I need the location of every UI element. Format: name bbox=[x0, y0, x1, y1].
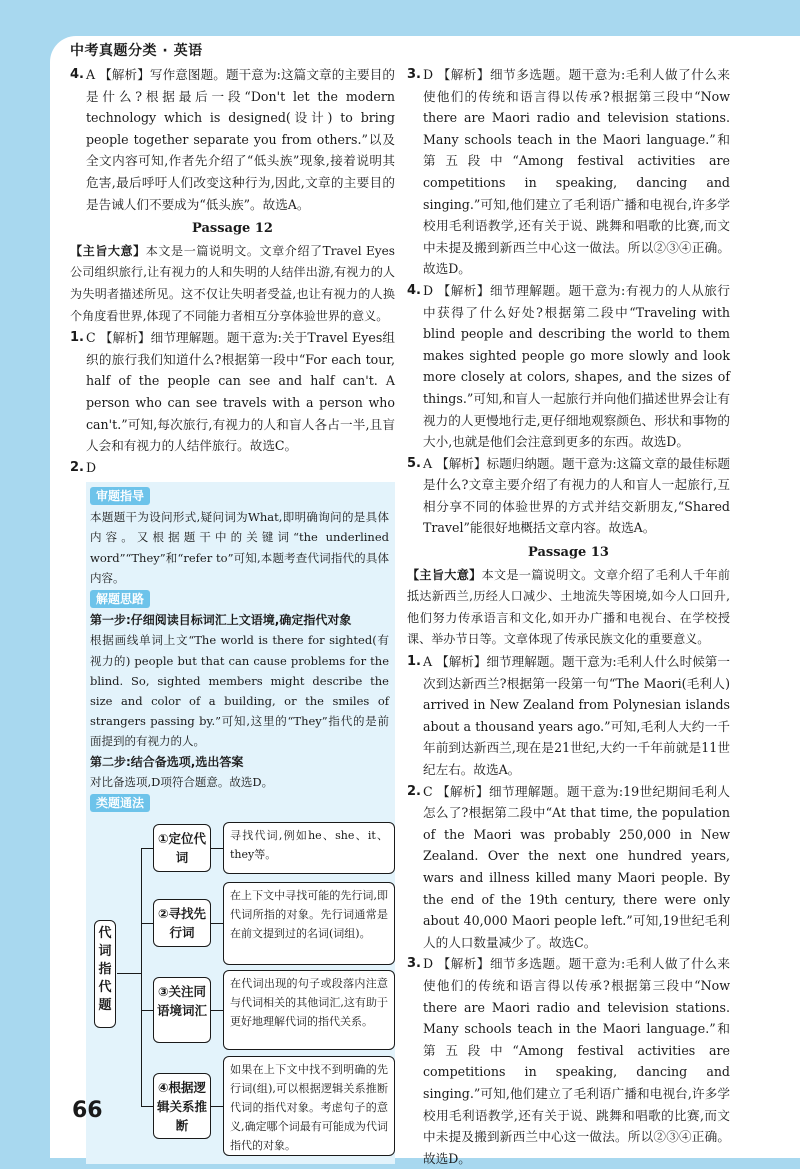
step-two: 第二步:结合备选项,选出答案 bbox=[90, 754, 244, 769]
step-two-text: 对比备选项,D项符合题意。故选D。 bbox=[90, 774, 274, 789]
method-tree-diagram bbox=[90, 818, 389, 1158]
answer-p13-q2 bbox=[407, 781, 730, 954]
answer-text: C 【解析】细节理解题。题干意为:关于Travel Eyes组织的旅行我们知道什么?根据第一段中“For each tour, half of the people can see and half can't. A person who can see travels with a person who can't.”可知,每次旅行,有视力的人和盲人各占一半,且盲人会和有视力的人结伴旅行。故选C。 bbox=[86, 330, 395, 454]
tree-description: 在代词出现的句子或段落内注意与代词相关的其他词汇,这有助于更好地理解代词的指代关系。 bbox=[223, 970, 395, 1050]
explanation-box bbox=[86, 482, 395, 1164]
tree-connector bbox=[117, 973, 141, 974]
left-column bbox=[70, 64, 395, 1164]
tree-category: ④根据逻辑关系推断 bbox=[153, 1073, 211, 1139]
answer-text: A 【解析】写作意图题。题干意为:这篇文章的主要目的是什么?根据最后一段“Don't let the modern technology which is designed(设计) to bring people together separate you from others.”以及全文内容可知,作者先介绍了“低头族”现象,接着说明其危害,最后呼吁人们改变这种行为,因此,文章的主要目的是告诫人们不要成为“低头族”。故选A。 bbox=[86, 67, 395, 212]
answer-p12-q2 bbox=[70, 457, 395, 479]
answer-text: D bbox=[86, 459, 97, 475]
passage-summary bbox=[70, 241, 395, 327]
tree-connector bbox=[141, 1106, 153, 1107]
tree-connector bbox=[141, 923, 153, 924]
tree-root: 代词指代题 bbox=[94, 920, 116, 1028]
tree-connector bbox=[211, 923, 223, 924]
tree-connector bbox=[211, 848, 223, 849]
summary-label: 【主旨大意】 bbox=[70, 243, 146, 258]
answer-p13-q1 bbox=[407, 651, 730, 781]
summary-text: 本文是一篇说明文。文章介绍了毛利人千年前抵达新西兰,历经人口减少、土地流失等困境,如今人口回升,他们努力传承语言和文化,如开办广播和电视台、在学校授课、举办节日等。文章体现了传承民族文化的重要意义。 bbox=[407, 567, 730, 647]
question-number: 2. bbox=[407, 783, 421, 799]
answer-text: D 【解析】细节理解题。题干意为:有视力的人从旅行中获得了什么好处?根据第二段中“Traveling with blind people and describing the world to them makes sighted people go more slowly and look more closely at colors, shapes, and the sizes of things.”可知,和盲人一起旅行并向他们描述世界会让有视力的人更慢地行走,更仔细地观察颜色、形状和事物的大小,也就是他们会注意到更多的东西。故选D。 bbox=[423, 282, 730, 450]
tag-review-guide: 审题指导 bbox=[90, 487, 150, 505]
question-number: 1. bbox=[407, 654, 421, 670]
question-number: 5. bbox=[407, 455, 421, 471]
tag-solution-approach: 解题思路 bbox=[90, 590, 150, 608]
tree-connector bbox=[141, 848, 153, 849]
tree-connector bbox=[141, 1010, 153, 1011]
tree-category: ①定位代词 bbox=[153, 824, 211, 872]
answer-text: D 【解析】细节多选题。题干意为:毛利人做了什么来使他们的传统和语言得以传承?根据第三段中“Now there are Maori radio and television stations. Many schools teach in the Maori language.”和第五段中“Among festival activities are competitions in speaking, dancing and singing.”可知,他们建立了毛利语广播和电视台,许多学校用毛利语教学,还有关于说、跳舞和唱歌的比赛,而文中未提及搬到新西兰中心这一做法。所以②③④正确。故选D。 bbox=[423, 956, 730, 1166]
summary-text: 本文是一篇说明文。文章介绍了Travel Eyes公司组织旅行,让有视力的人和失明的人结伴出游,有视力的人为失明者描述所见。这不仅让失明者受益,也让有视力的人换个角度看世界,体现了不同能力者相互分享体验世界的意义。 bbox=[70, 243, 395, 323]
right-column bbox=[407, 64, 730, 1169]
tag-general-method: 类题通法 bbox=[90, 794, 150, 812]
answer-p12-q5 bbox=[407, 453, 730, 539]
tree-description: 在上下文中寻找可能的先行词,即代词所指的对象。先行词通常是在前文提到过的名词(词组)。 bbox=[223, 882, 395, 965]
answer-text: D 【解析】细节多选题。题干意为:毛利人做了什么来使他们的传统和语言得以传承?根据第三段中“Now there are Maori radio and television stations. Many schools teach in the Maori language.”和第五段中“Among festival activities are competitions in speaking, dancing and singing.”可知,他们建立了毛利语广播和电视台,许多学校用毛利语教学,还有关于说、跳舞和唱歌的比赛,而文中未提及搬到新西兰中心这一做法。所以②③④正确。故选D。 bbox=[423, 67, 730, 277]
tree-trunk bbox=[141, 848, 142, 1106]
question-number: 2. bbox=[70, 459, 84, 475]
passage-title: Passage 12 bbox=[192, 221, 273, 237]
answer-p11-q4 bbox=[70, 64, 395, 215]
answer-text: A 【解析】标题归纳题。题干意为:这篇文章的最佳标题是什么?文章主要介绍了有视力的人和盲人一起旅行,互相分享不同的体验世界的方式并结交新朋友,“Shared Travel”能很好地概括文章内容。故选A。 bbox=[423, 455, 730, 536]
review-guide-text: 本题题干为设问形式,疑问词为What,即明确询问的是具体内容。又根据题干中的关键词“the underlined word”“They”和“refer to”可知,本题考查代词指代的具体内容。 bbox=[90, 510, 389, 585]
answer-p13-q3 bbox=[407, 953, 730, 1169]
answer-text: A 【解析】细节理解题。题干意为:毛利人什么时候第一次到达新西兰?根据第一段第一句“The Maori(毛利人) arrived in New Zealand from Polynesian islands about a thousand years ago.”可知,毛利人大约一千年前到达新西兰,现在是21世纪,大约一千年前就是11世纪左右。故选A。 bbox=[423, 654, 730, 777]
tree-category: ③关注同语境词汇 bbox=[153, 977, 211, 1043]
question-number: 4. bbox=[70, 67, 84, 82]
answer-p12-q1 bbox=[70, 327, 395, 457]
answer-p12-q3 bbox=[407, 64, 730, 280]
tree-connector bbox=[211, 1010, 223, 1011]
tree-category: ②寻找先行词 bbox=[153, 899, 211, 947]
running-header: 中考真题分类 · 英语 bbox=[70, 43, 203, 59]
tree-description: 如果在上下文中找不到明确的先行词(组),可以根据逻辑关系推断代词的指代对象。考虑句子的意义,确定哪个词最有可能成为代词指代的对象。 bbox=[223, 1056, 395, 1156]
answer-p12-q4 bbox=[407, 280, 730, 453]
summary-label: 【主旨大意】 bbox=[407, 567, 482, 582]
step-one: 第一步:仔细阅读目标词汇上文语境,确定指代对象 bbox=[90, 613, 352, 628]
question-number: 4. bbox=[407, 282, 421, 298]
passage-title: Passage 13 bbox=[528, 545, 609, 561]
step-one-text: 根据画线单词上文“The world is there for sighted(有视力的) people but that can cause problems for the blind. So, sighted members might describe the size and color of a building, or the smiles of strangers passing by.”可知,这里的“They”指代的是前面提到的有视力的人。 bbox=[90, 633, 389, 749]
question-number: 3. bbox=[407, 956, 421, 972]
passage-summary bbox=[407, 565, 730, 651]
question-number: 3. bbox=[407, 67, 421, 82]
question-number: 1. bbox=[70, 330, 84, 346]
tree-description: 寻找代词,例如he、she、it、they等。 bbox=[223, 822, 395, 874]
answer-text: C 【解析】细节理解题。题干意为:19世纪期间毛利人怎么了?根据第二段中“At that time, the population of the Maori was probably 250,000 in New Zealand. Over the next one hundred years, wars and illness killed many Maori people. By the end of the 19th century, there were only about 40,000 Maori people left.”可知,19世纪毛利人的人口数量减少了。故选C。 bbox=[423, 783, 730, 950]
page-number: 66 bbox=[72, 1098, 103, 1123]
tree-connector bbox=[211, 1106, 223, 1107]
